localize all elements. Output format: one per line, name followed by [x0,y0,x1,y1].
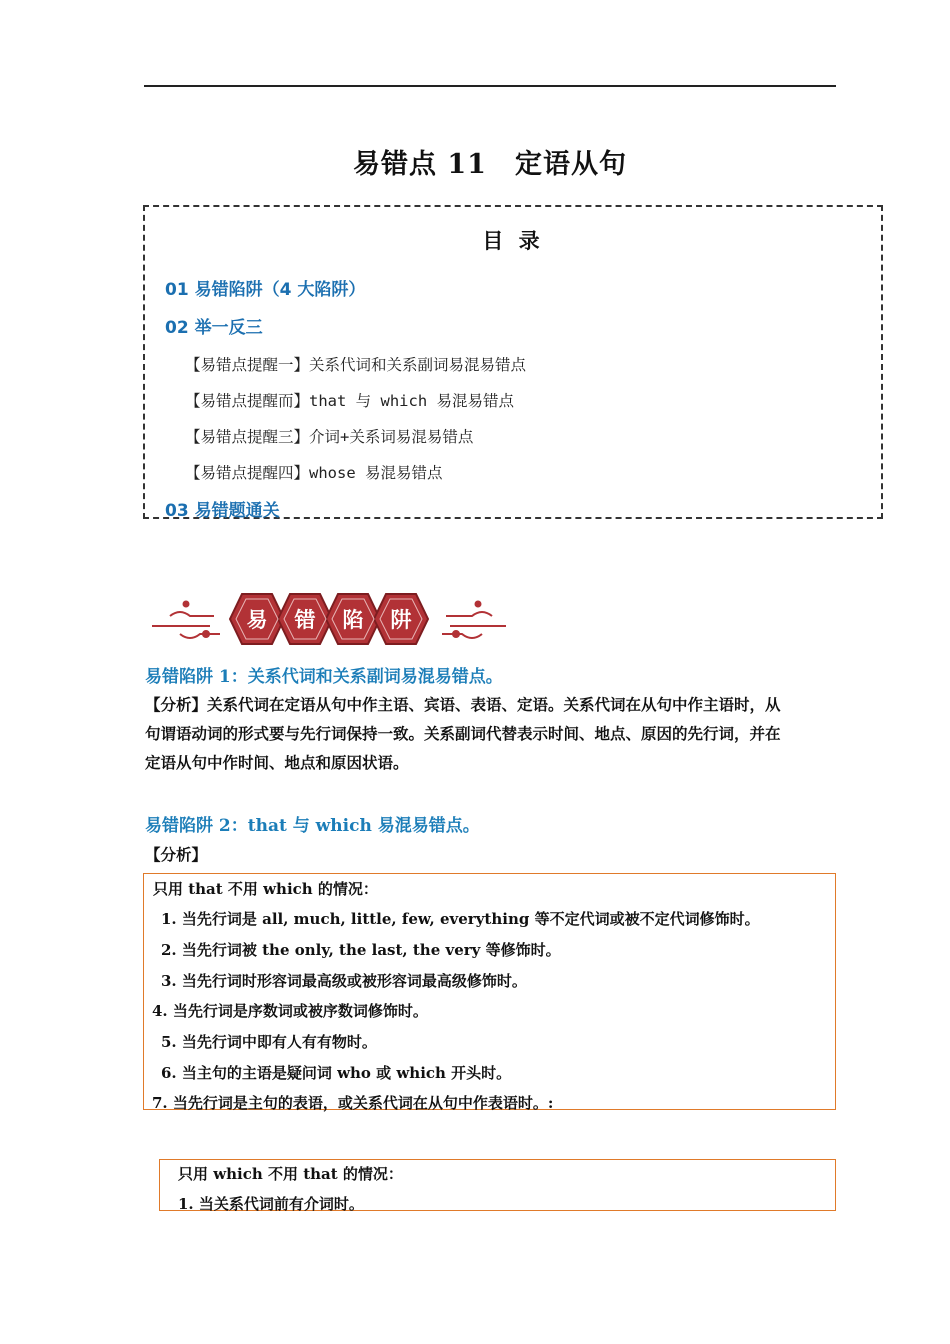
analysis-line: 【分析】关系代词在定语从句中作主语、宾语、表语、定语。关系代词在从句中作主语时，从 [145,695,781,714]
box-line: 1. 当先行词是 all, much, little, few, everything 等不定代词或被不定代词修饰时。 [161,910,760,928]
box-line: 6. 当主句的主语是疑问词 who 或 which 开头时。 [161,1064,512,1082]
analysis-line: 定语从句中作时间、地点和原因状语。 [145,753,409,772]
header-rule [144,85,836,87]
banner-char: 易 [246,608,268,632]
box-line: 4. 当先行词是序数词或被序数词修饰时。 [152,1002,428,1020]
banner-char: 错 [294,608,316,632]
banner-left-ornament [152,602,220,639]
banner-char: 阱 [390,608,412,632]
trap-1-title: 易错陷阱 1：关系代词和关系副词易混易错点。 [145,667,503,687]
trap-2-title: 易错陷阱 2：that 与 which 易混易错点。 [145,816,480,836]
banner-right-ornament [442,602,506,639]
toc-section-2[interactable]: 02 举一反三 [165,318,263,338]
table-of-contents [143,205,883,519]
box-line: 5. 当先行词中即有人有有物时。 [161,1033,377,1051]
which-only-box [159,1159,836,1211]
page-title-main: 易错点 11 [353,149,487,180]
toc-item[interactable]: 【易错点提醒一】关系代词和关系副词易混易错点 [185,356,527,374]
box-line: 2. 当先行词被 the only, the last, the very 等修饰时。 [161,941,561,959]
trap-2-analysis-label: 【分析】 [145,845,208,864]
trap-1-analysis [145,690,837,777]
toc-section-3[interactable]: 03 易错题通关 [165,501,280,521]
toc-heading: 目 录 [482,229,544,253]
toc-section-1[interactable]: 01 易错陷阱（4 大陷阱） [165,280,366,300]
toc-item[interactable]: 【易错点提醒而】that 与 which 易混易错点 [185,392,514,410]
toc-item[interactable]: 【易错点提醒三】介词+关系词易混易错点 [185,428,474,446]
box-line: 1. 当关系代词前有介词时。 [178,1195,364,1213]
analysis-line: 句谓语动词的形式要与先行词保持一致。关系副词代替表示时间、地点、原因的先行词，并在 [145,724,781,743]
toc-item[interactable]: 【易错点提醒四】whose 易混易错点 [185,464,443,482]
banner-char: 陷 [342,608,364,632]
box-heading: 只用 which 不用 that 的情况： [178,1165,403,1183]
box-heading: 只用 that 不用 which 的情况： [153,880,378,898]
page-title-sub: 定语从句 [514,149,627,180]
box-line: 3. 当先行词时形容词最高级或被形容词最高级修饰时。 [161,972,527,990]
box-line: 7. 当先行词是主句的表语，或关系代词在从句中作表语时。: [152,1094,554,1112]
page-title [0,142,950,181]
trap-banner [150,588,510,650]
that-only-box [143,873,836,1110]
